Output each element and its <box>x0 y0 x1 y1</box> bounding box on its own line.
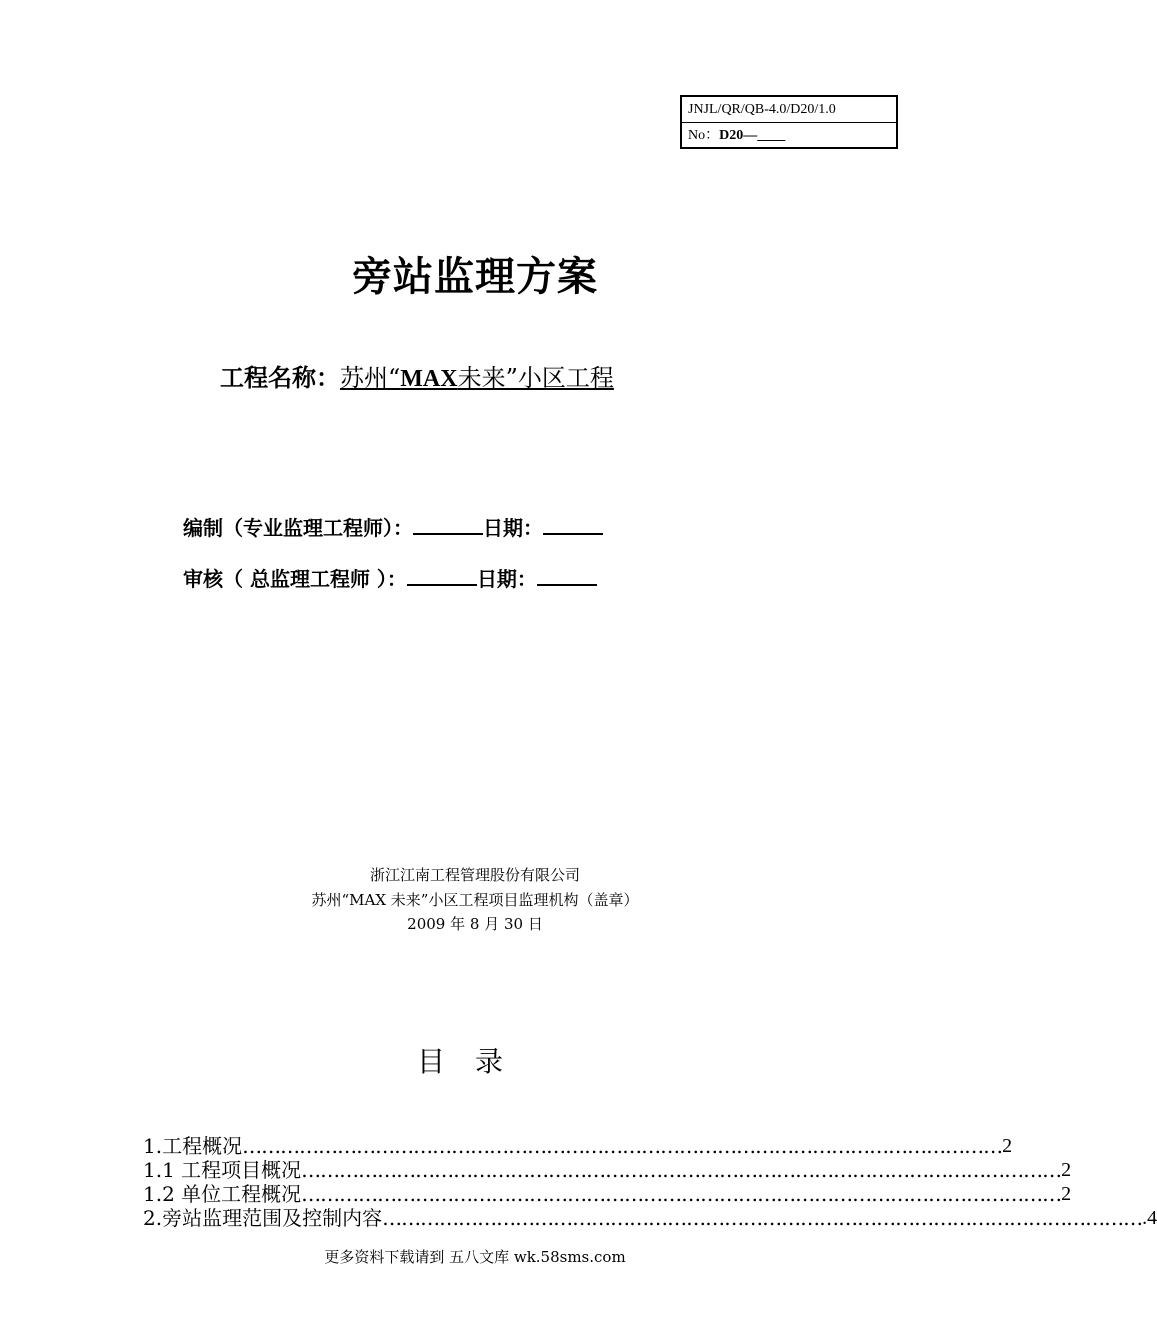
compiler-label: 编制（专业监理工程师）： <box>183 516 413 540</box>
toc-item-page: 2 <box>1061 1183 1072 1205</box>
document-title: 旁站监理方案 <box>352 254 598 300</box>
reviewer-line <box>183 563 597 592</box>
table-of-contents <box>143 1134 1157 1230</box>
agency-name: 苏州“MAX 未来”小区工程项目监理机构（盖章） <box>311 891 639 909</box>
reviewer-date-label: 日期： <box>476 567 537 591</box>
toc-title: 目录 <box>416 1045 533 1078</box>
document-code-box <box>680 95 898 149</box>
issue-date: 2009 年 8 月 30 日 <box>407 915 543 933</box>
toc-item-text: 1.工程概况 <box>143 1134 243 1158</box>
toc-leader-dots: ………………………………………………………………………………………………………… <box>382 1206 1143 1230</box>
compiler-line <box>183 512 603 541</box>
compiler-date-label: 日期： <box>483 516 543 540</box>
project-name-bold: MAX <box>400 366 458 392</box>
toc-item[interactable] <box>143 1182 1072 1206</box>
toc-item-text: 2.旁站监理范围及控制内容 <box>143 1206 383 1230</box>
compiler-blank <box>413 532 483 535</box>
toc-item-page: 2 <box>1061 1159 1072 1181</box>
toc-item[interactable] <box>143 1206 1157 1230</box>
document-number <box>682 122 896 147</box>
project-name-value <box>340 364 614 392</box>
toc-item-text: 1.2 单位工程概况 <box>143 1182 302 1206</box>
toc-leader-dots: ………………………………………………………………………………………………………… <box>301 1158 1062 1182</box>
project-name-label: 工程名称： <box>220 364 340 392</box>
document-code: JNJL/QR/QB-4.0/D20/1.0 <box>688 102 836 117</box>
toc-item-page: .4 <box>1142 1207 1157 1229</box>
toc-leader-dots: ………………………………………………………………………………………………………… <box>242 1134 1003 1158</box>
project-name <box>220 358 614 393</box>
project-name-prefix: 苏州“ <box>340 364 401 392</box>
reviewer-blank <box>407 583 477 586</box>
project-name-suffix: 未来”小区工程 <box>457 364 614 392</box>
toc-item[interactable] <box>143 1134 1013 1158</box>
reviewer-label: 审核（ 总监理工程师 ）： <box>183 567 407 591</box>
toc-leader-dots: ………………………………………………………………………………………………………… <box>301 1182 1062 1206</box>
footer-note: 更多资料下载请到 五八文库 wk.58sms.com <box>324 1248 626 1266</box>
toc-item-page: 2 <box>1002 1135 1013 1157</box>
toc-item[interactable] <box>143 1158 1072 1182</box>
number-value: D20—____ <box>719 128 786 143</box>
reviewer-date-blank <box>537 583 597 586</box>
number-label: No： <box>688 128 720 143</box>
company-name: 浙江江南工程管理股份有限公司 <box>369 866 580 884</box>
compiler-date-blank <box>543 532 603 535</box>
toc-item-text: 1.1 工程项目概况 <box>143 1158 302 1182</box>
